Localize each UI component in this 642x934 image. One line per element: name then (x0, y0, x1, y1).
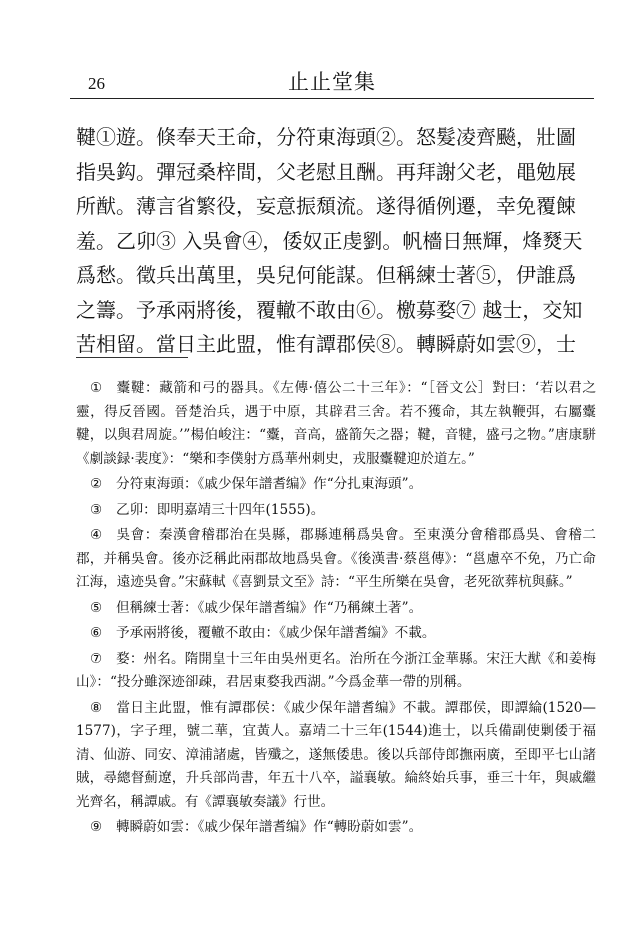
footnote-number: ⑧ (90, 699, 103, 716)
footnote-text: 櫜鞬：藏箭和弓的器具。《左傳·僖公二十三年》：“［晉文公］對曰：‘若以君之靈，得反晉國。晉楚治兵，遇于中原，其辟君三舍。若不獲命，其左執鞭弭，右屬櫜鞬，以與君周旋。’”楊伯峻注：“櫜，音高，盛箭矢之器；鞬，音犍，盛弓之物。”唐康駢《劇談録·裴度》：“樂和李僕射方爲華州刺史，戎服櫜鞬迎於道左。” (76, 380, 596, 467)
footnote (76, 377, 596, 471)
footnote (76, 473, 596, 497)
page-number: 26 (88, 74, 105, 93)
footnote-text: 予承兩將後，覆轍不敢由：《戚少保年譜耆编》不載。 (116, 625, 436, 641)
footnotes (76, 377, 596, 842)
footnote-number: ⑥ (90, 625, 103, 641)
footnote-number: ④ (90, 527, 103, 543)
footnote-number: ⑤ (90, 599, 103, 616)
poem-line: 爲愁。徵兵出萬里，吳兒何能謀。但稱練士著⑤，伊誰爲 (76, 263, 576, 287)
footnote-number: ② (90, 476, 103, 492)
footnote (76, 597, 596, 621)
book-title: 止止堂集 (288, 70, 376, 94)
poem-line: 鞬①遊。倏奉天王命，分符東海頭②。怒髮凌齊飈，壯圖 (76, 125, 576, 149)
page-header (70, 58, 594, 99)
poem-line: 羞。乙卯③ 入吳會④，倭奴正虔劉。帆檣日無輝，烽燹天 (76, 228, 583, 253)
footnote-text: 婺：州名。隋開皇十三年由吳州更名。治所在今浙江金華縣。宋汪大猷《和姜梅山》：“投分雖深迹卻疎，君居東婺我西湖。”今爲金華一帶的別稱。 (76, 650, 596, 690)
poem-text (76, 120, 596, 362)
footnote-text: 但稱練士著：《戚少保年譜耆编》作“乃稱練土著”。 (116, 599, 423, 616)
footnote (76, 816, 596, 840)
footnote (76, 524, 596, 595)
poem-line: 之籌。予承兩將後，覆轍不敢由⑥。檄募婺⑦ 越士，交知 (76, 297, 583, 322)
footnote-text: 吳會：秦漢會稽郡治在吳縣，郡縣連稱爲吳會。至東漢分會稽郡爲吳、會稽二郡，并稱吳會。後亦泛稱此兩郡故地爲吳會。《後漢書·蔡邕傳》：“邕慮卒不免，乃亡命江海，遠迹吳會。”宋蘇軾《喜劉景文至》詩：“平生所樂在吳會，老死欲葬杭與蘇。” (76, 527, 596, 590)
footnote-text: 乙卯：即明嘉靖三十四年(1555)。 (116, 501, 325, 518)
poem-line: 指吳鈎。彈冠桑梓間，父老慰且酬。再拜謝父老，黽勉展 (76, 159, 576, 184)
footnote-number: ⑦ (90, 650, 103, 667)
footnote (76, 697, 596, 815)
poem-line: 所猷。薄言省繁役，妄意振頹流。遂得循例遷，幸免覆餗 (76, 194, 576, 218)
footnote-number: ③ (90, 501, 103, 518)
footnote-divider (76, 357, 188, 358)
footnote-text: 分符東海頭：《戚少保年譜耆编》作“分扎東海頭”。 (116, 476, 423, 492)
footnote-text: 轉瞬蔚如雲：《戚少保年譜耆编》作“轉盼蔚如雲”。 (116, 819, 423, 835)
footnote-text: 當日主此盟，惟有譚郡侯：《戚少保年譜耆编》不載。譚郡侯，即譚綸(1520—1577)，字子理，號二華，宜黃人。嘉靖二十三年(1544)進士，以兵備副使剿倭于福清、仙游、同安、漳浦諸處，皆殲之，遂無倭患。後以兵部侍郎撫兩廣，至即平七山諸賊，尋總督薊遼，升兵部尚書，年五十八卒，謚襄敏。綸終始兵事，垂三十年，與戚繼光齊名，稱譚戚。有《譚襄敏奏議》行世。 (76, 699, 596, 810)
footnote-number: ⑨ (90, 819, 103, 835)
footnote (76, 499, 596, 523)
footnote (76, 622, 596, 646)
poem-line: 苦相留。當日主此盟，惟有譚郡侯⑧。轉瞬蔚如雲⑨，士 (76, 332, 576, 356)
footnote (76, 648, 596, 695)
footnote-number: ① (90, 380, 103, 396)
